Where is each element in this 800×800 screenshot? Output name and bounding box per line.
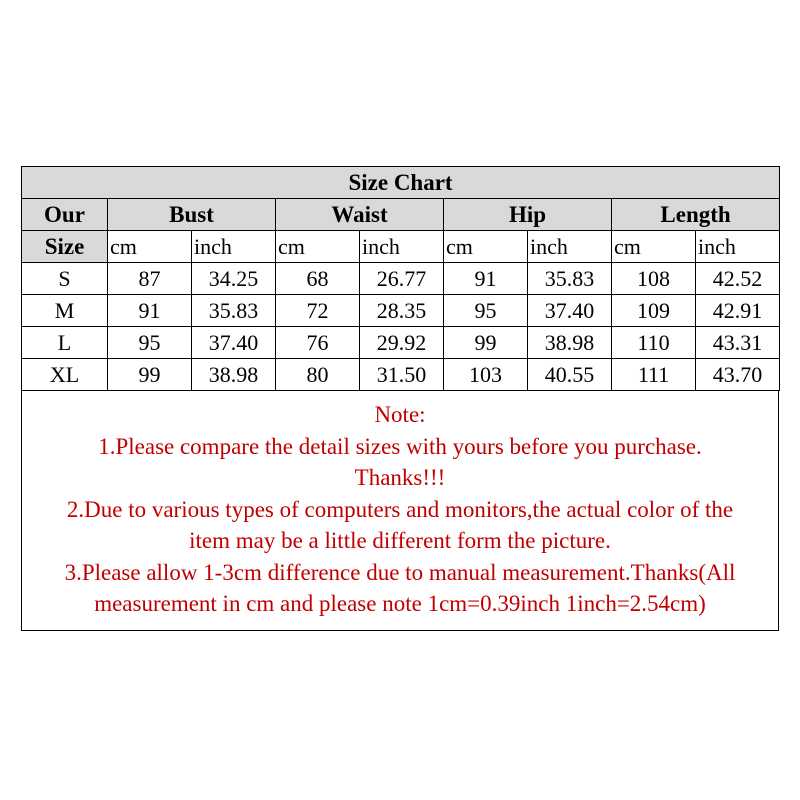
size-rows — [22, 263, 780, 391]
size-chart — [21, 166, 779, 631]
measurement-cell: 43.31 — [696, 327, 780, 359]
note-line: 3.Please allow 1-3cm difference due to manual measurement.Thanks(All — [64, 559, 736, 585]
size-chart-table — [21, 166, 780, 391]
unit-label: inch — [528, 231, 612, 263]
unit-label: inch — [360, 231, 444, 263]
measurement-cell: 37.40 — [192, 327, 276, 359]
table-row — [22, 263, 780, 295]
table-row — [22, 327, 780, 359]
notes-panel — [21, 391, 779, 631]
note-line: item may be a little different form the picture. — [189, 528, 611, 553]
measurement-cell: 80 — [276, 359, 360, 391]
measurement-cell: 99 — [444, 327, 528, 359]
measurement-cell: 103 — [444, 359, 528, 391]
measurement-cell: 43.70 — [696, 359, 780, 391]
size-cell: M — [22, 295, 108, 327]
measurement-cell: 38.98 — [192, 359, 276, 391]
measurement-cell: 95 — [108, 327, 192, 359]
measurement-cell: 91 — [444, 263, 528, 295]
unit-label: cm — [444, 231, 528, 263]
note-line: measurement in cm and please note 1cm=0.39inch 1inch=2.54cm) — [94, 591, 706, 616]
unit-label: cm — [612, 231, 696, 263]
measurement-cell: 76 — [276, 327, 360, 359]
unit-label: inch — [192, 231, 276, 263]
size-label: Size — [22, 231, 108, 263]
measurement-cell: 35.83 — [192, 295, 276, 327]
measurement-cell: 29.92 — [360, 327, 444, 359]
size-cell: S — [22, 263, 108, 295]
chart-title: Size Chart — [22, 167, 780, 199]
our-label: Our — [22, 199, 108, 231]
length-header: Length — [612, 199, 780, 231]
bust-header: Bust — [108, 199, 276, 231]
measurement-cell: 40.55 — [528, 359, 612, 391]
measurement-cell: 111 — [612, 359, 696, 391]
measurement-cell: 87 — [108, 263, 192, 295]
size-cell: XL — [22, 359, 108, 391]
size-cell: L — [22, 327, 108, 359]
measurement-cell: 72 — [276, 295, 360, 327]
measurement-cell: 110 — [612, 327, 696, 359]
measurement-cell: 31.50 — [360, 359, 444, 391]
measurement-cell: 99 — [108, 359, 192, 391]
measurement-cell: 34.25 — [192, 263, 276, 295]
measurement-cell: 91 — [108, 295, 192, 327]
note-heading: Note: — [374, 402, 426, 427]
measurement-cell: 42.52 — [696, 263, 780, 295]
measurement-cell: 108 — [612, 263, 696, 295]
measurement-cell: 42.91 — [696, 295, 780, 327]
measurement-cell: 68 — [276, 263, 360, 295]
measurement-cell: 37.40 — [528, 295, 612, 327]
measurement-cell: 95 — [444, 295, 528, 327]
table-row — [22, 295, 780, 327]
hip-header: Hip — [444, 199, 612, 231]
note-line: Thanks!!! — [354, 465, 446, 490]
measurement-cell: 28.35 — [360, 295, 444, 327]
note-line: 1.Please compare the detail sizes with yours before you purchase. — [98, 433, 702, 459]
measurement-cell: 109 — [612, 295, 696, 327]
waist-header: Waist — [276, 199, 444, 231]
unit-label: cm — [108, 231, 192, 263]
note-line: 2.Due to various types of computers and monitors,the actual color of the — [66, 496, 734, 522]
measurement-cell: 26.77 — [360, 263, 444, 295]
measurement-cell: 38.98 — [528, 327, 612, 359]
table-row — [22, 359, 780, 391]
unit-label: cm — [276, 231, 360, 263]
unit-label: inch — [696, 231, 780, 263]
measurement-cell: 35.83 — [528, 263, 612, 295]
